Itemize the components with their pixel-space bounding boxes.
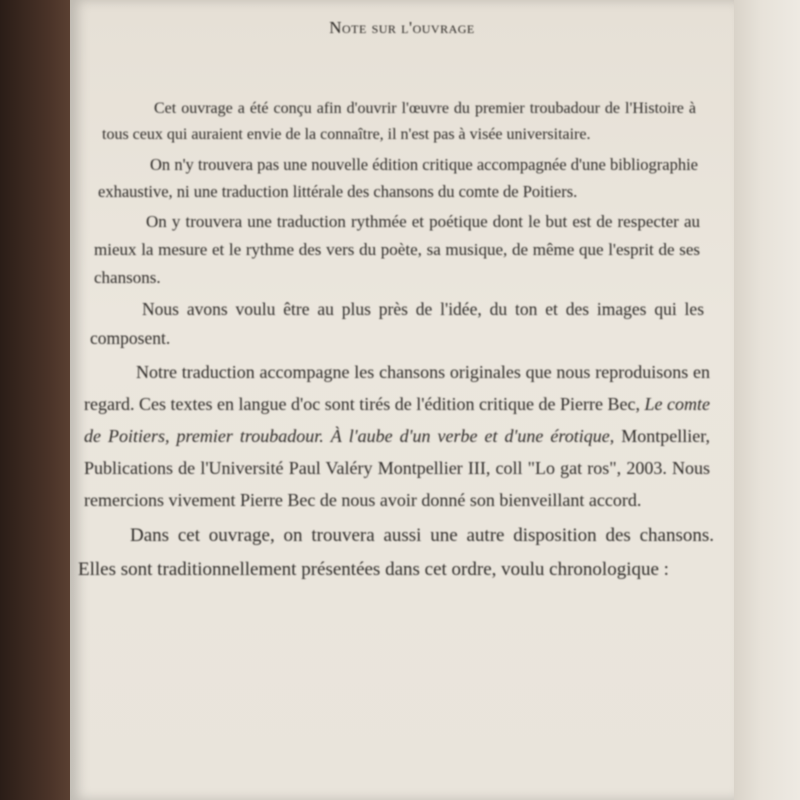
paragraph-close-to-idea: Nous avons voulu être au plus près de l'idée, du ton et des images qui les composent. bbox=[90, 299, 704, 348]
source-text-after: , Montpellier, Publications de l'Université Paul Valéry Montpellier III, coll "Lo gat ros", 2003. Nous remercions vivement Pierre Bec de nous avoir donné son bienveillant accord. bbox=[84, 426, 710, 510]
paragraph-not-critical-edition: On n'y trouvera pas une nouvelle édition critique accompagnée d'une bibliographie exhaustive, ni une traduction littérale des chansons du comte de Poitiers. bbox=[98, 155, 698, 201]
book-spine-shadow bbox=[0, 0, 70, 800]
book-page bbox=[70, 0, 734, 800]
paragraph-intro: Cet ouvrage a été conçu afin d'ouvrir l'œuvre du premier troubadour de l'Histoire à tous ceux qui auraient envie de la connaître, il n'est pas à visée universitaire. bbox=[102, 100, 696, 143]
source-text-before: Notre traduction accompagne les chansons originales que nous reproduisons en regard. Ces textes en langue d'oc sont tirés de l'édition critique de Pierre Bec, bbox=[84, 362, 710, 414]
body-text bbox=[78, 96, 718, 587]
paragraph-song-order: Dans cet ouvrage, on trouvera aussi une autre disposition des chansons. Elles sont traditionnellement présentées dans cet ordre, voulu chronologique : bbox=[78, 525, 714, 580]
paragraph-rhythmic-translation: On y trouvera une traduction rythmée et poétique dont le but est de respecter au mieux la mesure et le rythme des vers du poète, sa musique, de même que l'esprit de ses chansons. bbox=[94, 212, 700, 287]
paragraph-source-edition bbox=[78, 356, 718, 516]
background-surface bbox=[734, 0, 800, 800]
book-title-italic: Le comte de Poitiers, premier troubadour. À l'aube d'un verbe et d'une érotique bbox=[84, 394, 710, 446]
page-title: Note sur l'ouvrage bbox=[329, 18, 475, 37]
